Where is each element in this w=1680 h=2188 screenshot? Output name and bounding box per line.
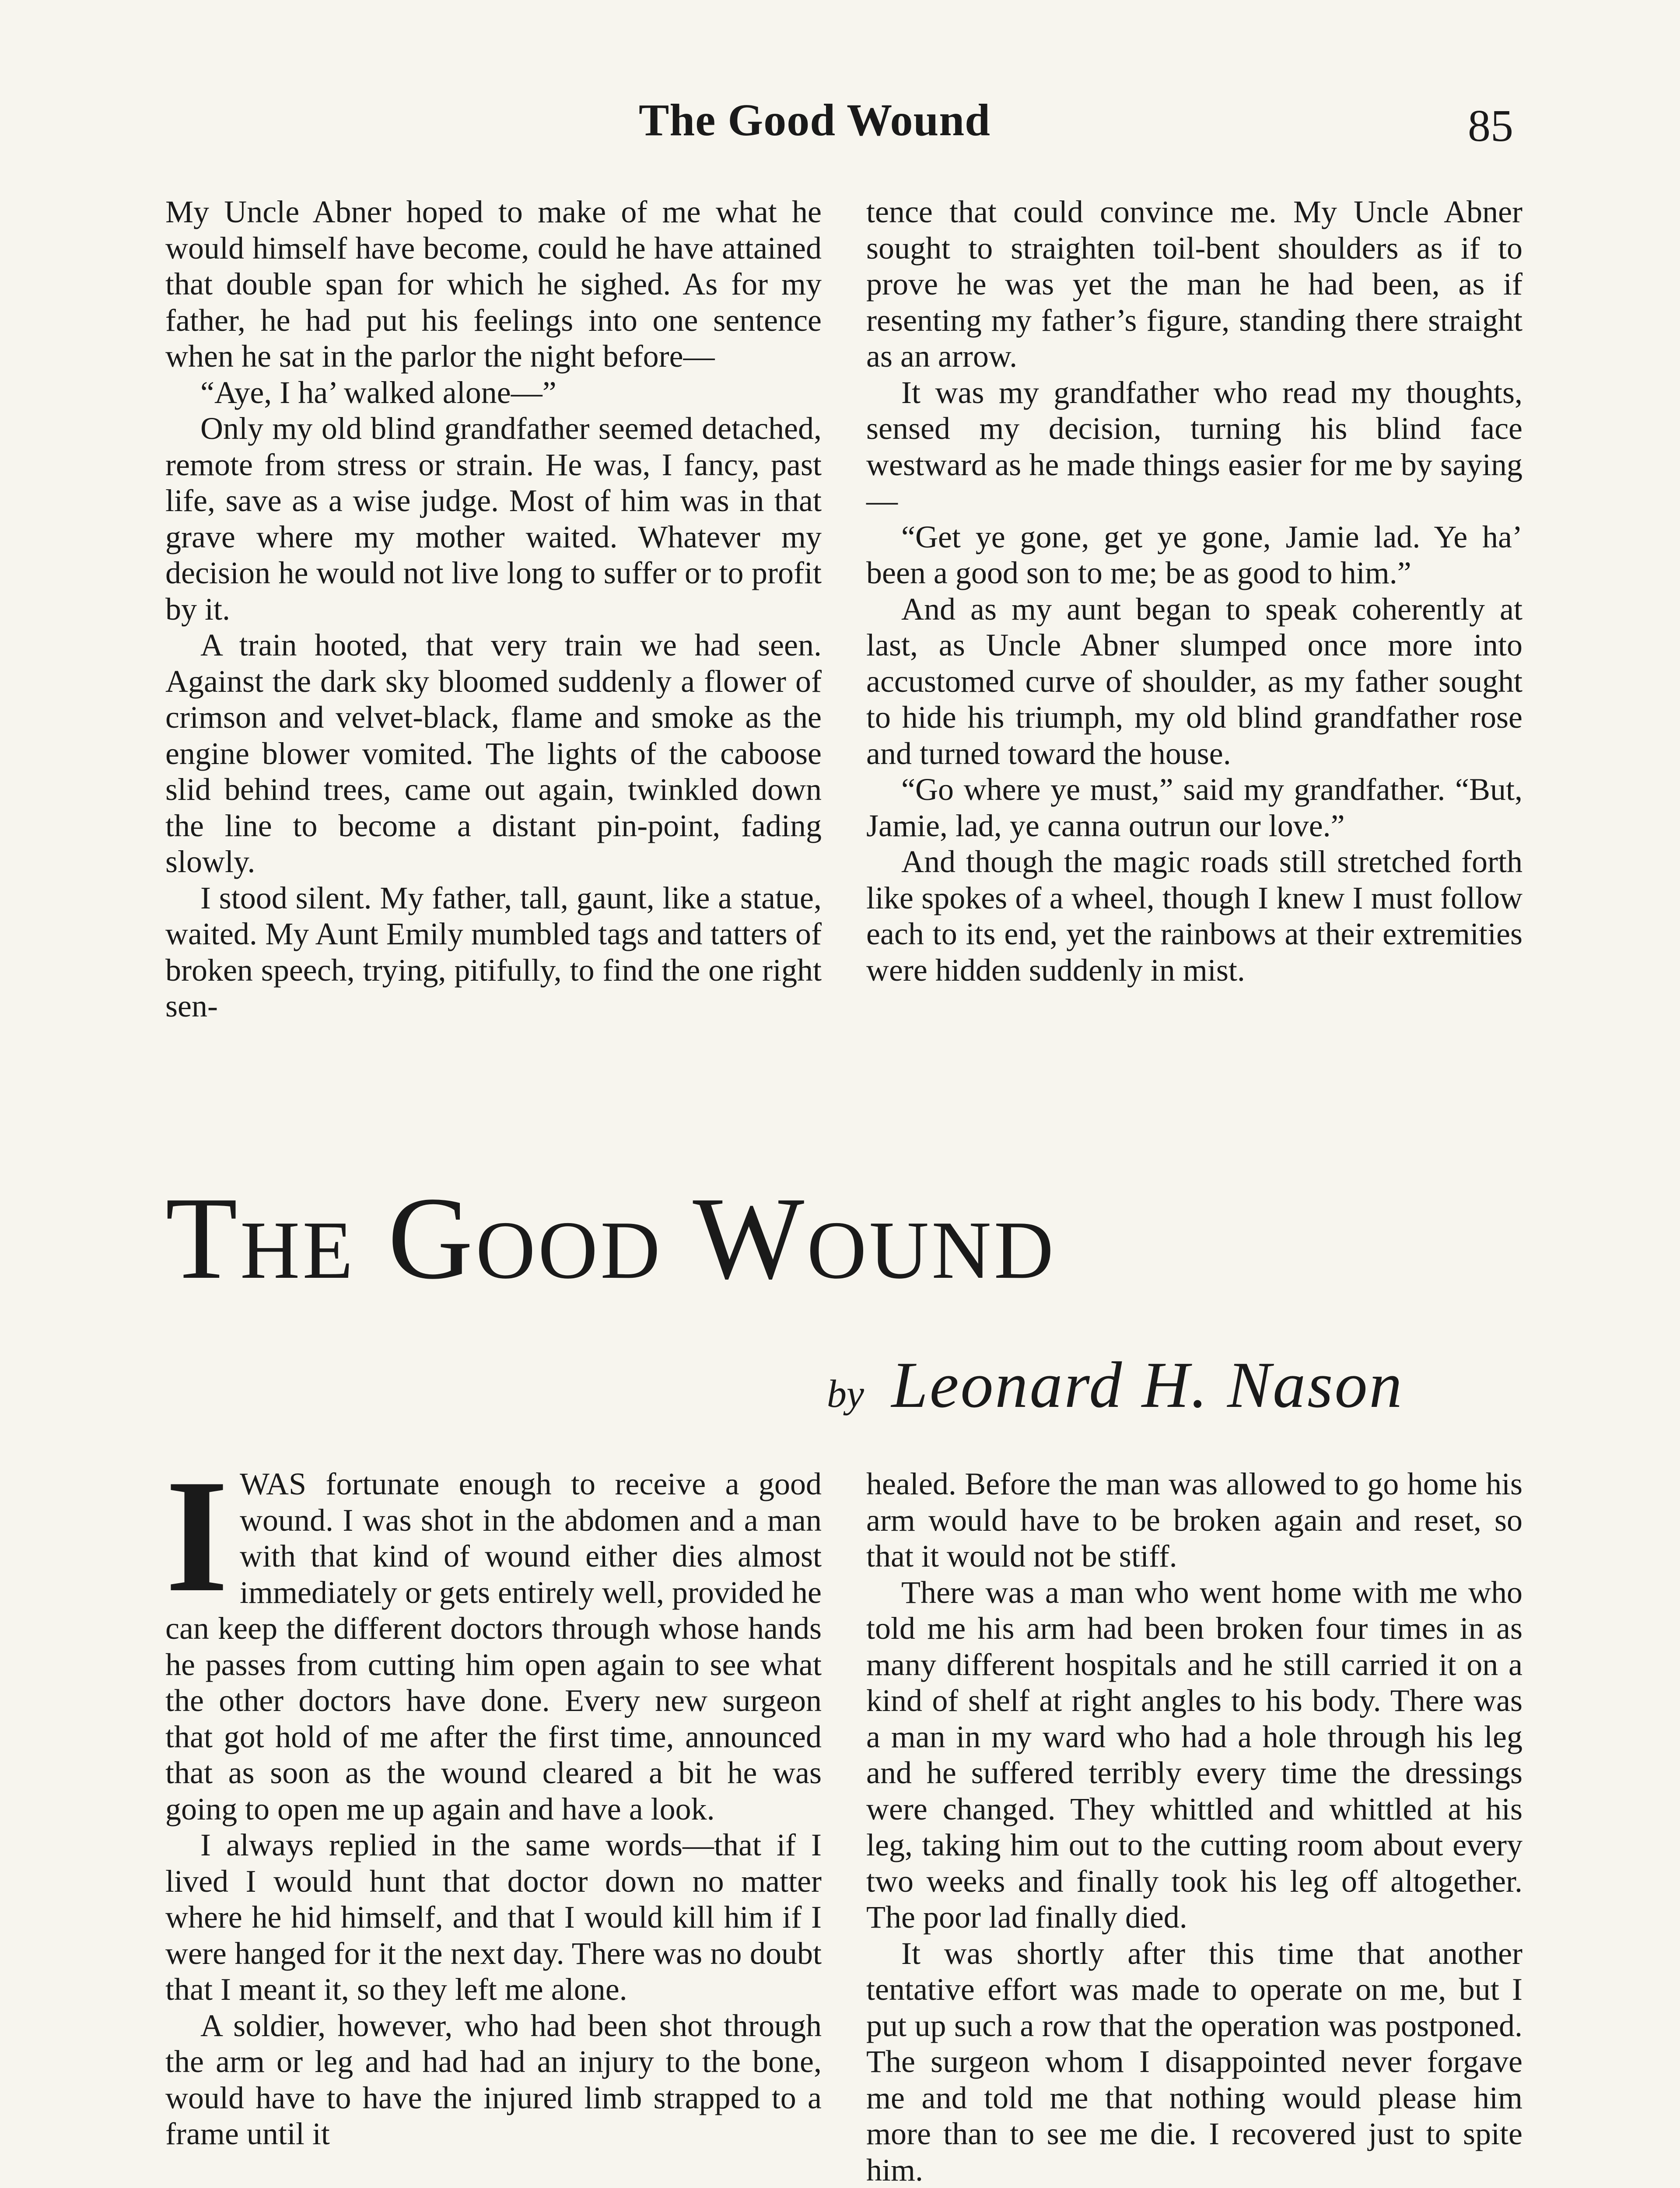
- story-left-column: [165, 1446, 822, 2152]
- paragraph: I always replied in the same words—that if I lived I would hunt that doctor down no matter where he hid himself, and that I would kill him if I were hanged for it the next day. There was no doubt that I meant it, so they left me alone.: [165, 1827, 822, 2007]
- author-name: Leonard H. Nason: [891, 1349, 1404, 1421]
- previous-story-left-column: [165, 194, 822, 1024]
- paragraph: “Aye, I ha’ walked alone—”: [200, 375, 556, 410]
- byline-by: by: [827, 1372, 864, 1416]
- byline: [827, 1346, 1404, 1434]
- paragraph: tence that could convince me. My Uncle Abner sought to straighten toil-bent shoulders as if to prove he was yet the man he had been, as if resenting my father’s figure, standing there straight as an arrow.: [866, 194, 1522, 374]
- running-title: The Good Wound: [639, 95, 991, 145]
- paragraph: It was my grandfather who read my thoughts, sensed my decision, turning his blind face westward as he made things easier for me by saying—: [866, 375, 1522, 518]
- paragraph: A soldier, however, who had been shot through the arm or leg and had had an injury to the bone, would have to have the injured limb strapped to a frame until it: [165, 2008, 822, 2151]
- paragraph: And as my aunt began to speak coherently at last, as Uncle Abner slumped once more into accustomed curve of shoulder, as my father sought to hide his triumph, my old blind grandfather rose and turned toward the house.: [866, 591, 1522, 771]
- story-title: The Good Wound: [165, 1173, 1057, 1304]
- drop-cap: I: [165, 1446, 228, 1626]
- paragraph: Only my old blind grandfather seemed detached, remote from stress or strain. He was, I fancy, past life, save as a wise judge. Most of him was in that grave where my mother waited. Whatever my decision he would not live long to suffer or to profit by it.: [165, 411, 822, 627]
- page-number: 85: [1468, 101, 1513, 151]
- paragraph: WAS fortunate enough to receive a good wound. I was shot in the abdomen and a man with that kind of wound either dies almost immediately or gets entirely well, provided he can keep the different doctors through whose hands he passes from cutting him open again to see what the other doctors have done. Every new surgeon that got hold of me after the first time, announced that as soon as the wound cleared a bit he was going to open me up again and have a look.: [165, 1466, 822, 1827]
- paragraph: A train hooted, that very train we had seen. Against the dark sky bloomed suddenly a flower of crimson and velvet-black, flame and smoke as the engine blower vomited. The lights of the caboose slid behind trees, came out again, twinkled down the line to become a distant pin-point, fading slowly.: [165, 628, 822, 879]
- story-right-column: [866, 1466, 1522, 2188]
- previous-story-right-column: [866, 194, 1522, 988]
- paragraph: healed. Before the man was allowed to go home his arm would have to be broken again and reset, so that it would not be stiff.: [866, 1466, 1522, 1574]
- paragraph: “Get ye gone, get ye gone, Jamie lad. Ye ha’ been a good son to me; be as good to him.”: [866, 519, 1522, 590]
- paragraph: My Uncle Abner hoped to make of me what he would himself have become, could he have attained that double span for which he sighed. As for my father, he had put his feelings into one sentence when he sat in the parlor the night before—: [165, 194, 822, 374]
- paragraph: It was shortly after this time that another tentative effort was made to operate on me, but I put up such a row that the operation was postponed. The surgeon whom I disappointed never forgave me and told me that nothing would please him more than to see me die. I recovered just to spite him.: [866, 1936, 1522, 2188]
- paragraph: There was a man who went home with me who told me his arm had been broken four times in as many different hospitals and he still carried it on a kind of shelf at right angles to his body. There was a man in my ward who had a hole through his leg and he suffered terribly every time the dressings were changed. They whittled and whittled at his leg, taking him out to the cutting room about every two weeks and finally took his leg off altogether. The poor lad finally died.: [866, 1574, 1522, 1935]
- paragraph: I stood silent. My father, tall, gaunt, like a statue, waited. My Aunt Emily mumbled tags and tatters of broken speech, trying, pitifully, to find the one right sen-: [165, 880, 822, 1024]
- paragraph: “Go where ye must,” said my grandfather. “But, Jamie, lad, ye canna outrun our love.”: [866, 772, 1522, 843]
- paragraph: And though the magic roads still stretched forth like spokes of a wheel, though I knew I must follow each to its end, yet the rainbows at their extremities were hidden suddenly in mist.: [866, 844, 1522, 988]
